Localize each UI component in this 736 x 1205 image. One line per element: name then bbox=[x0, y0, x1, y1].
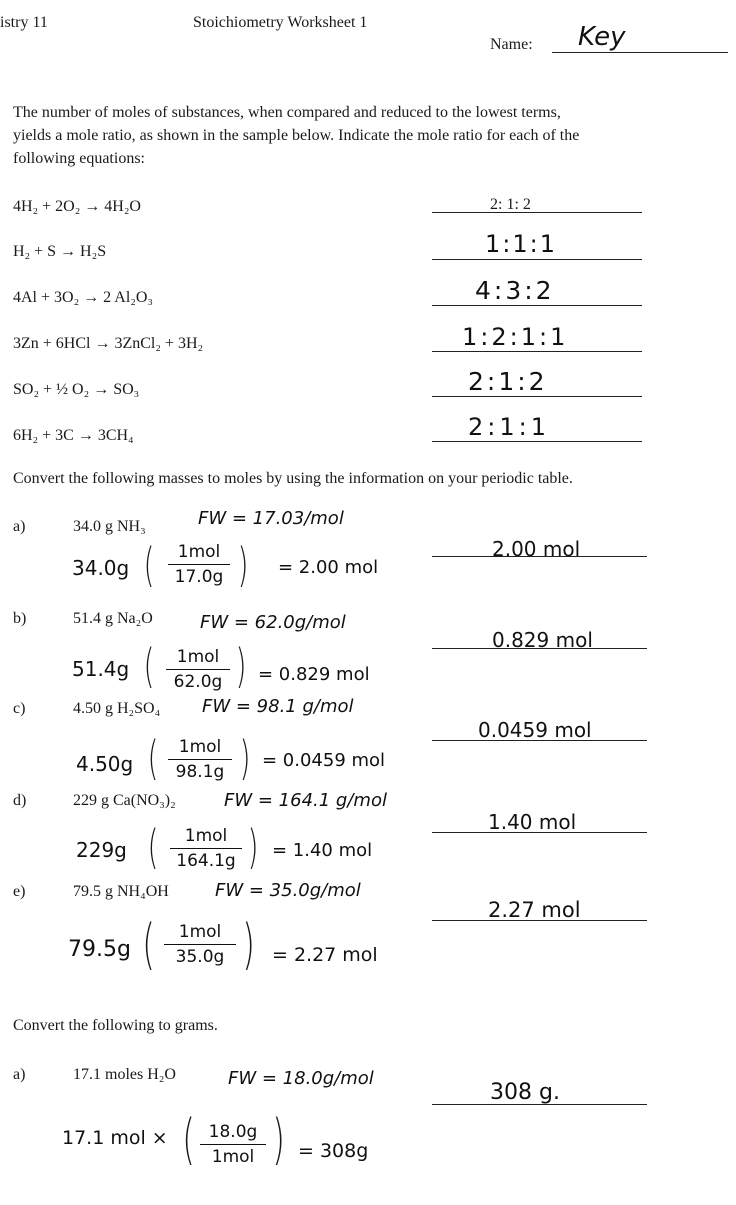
section3-instruction: Convert the following to grams. bbox=[13, 1017, 218, 1034]
formula-weight: FW = 18.0g/mol bbox=[228, 1068, 374, 1089]
fraction-numerator: 1mol bbox=[176, 647, 220, 667]
ratio-answer: 2:1:2 bbox=[468, 367, 548, 396]
equation: 3Zn + 6HCl → 3ZnCl₂ + 3H₂ bbox=[13, 335, 204, 352]
formula-weight: FW = 17.03/mol bbox=[198, 508, 344, 529]
close-paren: ) bbox=[242, 913, 255, 976]
answer-line bbox=[432, 1104, 647, 1105]
conversion-fraction bbox=[170, 826, 242, 871]
answer-line bbox=[432, 920, 647, 921]
ratio-answer: 2: 1: 2 bbox=[490, 196, 531, 213]
answer-line bbox=[432, 832, 647, 833]
given-mass: 51.4 g Na₂O bbox=[73, 610, 153, 627]
final-answer: 0.0459 mol bbox=[478, 718, 592, 742]
fraction-denominator: 164.1g bbox=[176, 851, 236, 871]
work-mass: 79.5g bbox=[68, 937, 131, 962]
final-answer: 2.27 mol bbox=[488, 898, 581, 922]
ratio-answer: 2:1:1 bbox=[468, 413, 550, 441]
item-letter: a) bbox=[13, 1066, 26, 1083]
final-answer: 308 g. bbox=[490, 1080, 560, 1105]
equation: H₂ + S → H₂S bbox=[13, 243, 107, 260]
ratio-answer: 4:3:2 bbox=[475, 276, 555, 305]
open-paren: ( bbox=[147, 731, 159, 785]
final-answer: 2.00 mol bbox=[492, 537, 581, 561]
fraction-bar bbox=[168, 564, 230, 565]
fraction-denominator: 1mol bbox=[211, 1147, 255, 1167]
item-letter: a) bbox=[13, 518, 26, 535]
conversion-fraction bbox=[168, 542, 230, 587]
item-letter: b) bbox=[13, 610, 27, 627]
fraction-bar bbox=[200, 1144, 266, 1145]
ratio-answer: 1:1:1 bbox=[485, 230, 557, 258]
work-mass: 4.50g bbox=[76, 752, 134, 776]
fraction-denominator: 98.1g bbox=[175, 762, 225, 782]
conversion-fraction bbox=[166, 647, 230, 692]
given-mass: 34.0 g NH₃ bbox=[73, 518, 146, 535]
equation: 6H₂ + 3C → 3CH₄ bbox=[13, 427, 134, 444]
given-mass: 229 g Ca(NO₃)₂ bbox=[73, 792, 176, 809]
work-result: = 1.40 mol bbox=[272, 840, 373, 861]
open-paren: ( bbox=[143, 538, 155, 592]
formula-weight: FW = 62.0g/mol bbox=[200, 612, 346, 633]
fraction-numerator: 1mol bbox=[177, 542, 221, 562]
given-mass: 79.5 g NH₄OH bbox=[73, 883, 169, 900]
answer-line bbox=[432, 351, 642, 352]
work-moles: 17.1 mol × bbox=[62, 1127, 168, 1149]
open-paren: ( bbox=[147, 820, 159, 874]
given-mass: 4.50 g H₂SO₄ bbox=[73, 700, 161, 717]
intro-line-2: yields a mole ratio, as shown in the sample below. Indicate the mole ratio for each of the bbox=[13, 127, 580, 144]
answer-line bbox=[432, 305, 642, 306]
fraction-denominator: 17.0g bbox=[174, 567, 224, 587]
name-label: Name: bbox=[490, 36, 533, 53]
answer-line bbox=[432, 648, 647, 649]
intro-line-1: The number of moles of substances, when compared and reduced to the lowest terms, bbox=[13, 104, 561, 121]
work-mass: 51.4g bbox=[72, 657, 130, 681]
conversion-fraction bbox=[168, 737, 232, 782]
open-paren: ( bbox=[182, 1108, 195, 1171]
final-answer: 1.40 mol bbox=[488, 810, 577, 834]
conversion-fraction bbox=[164, 922, 236, 967]
answer-line bbox=[432, 396, 642, 397]
close-paren: ) bbox=[247, 820, 259, 874]
item-letter: e) bbox=[13, 883, 26, 900]
equation: SO₂ + ½ O₂ → SO₃ bbox=[13, 381, 140, 398]
open-paren: ( bbox=[143, 639, 155, 693]
formula-weight: FW = 35.0g/mol bbox=[215, 880, 361, 901]
final-answer: 0.829 mol bbox=[492, 628, 593, 652]
fraction-denominator: 62.0g bbox=[173, 672, 223, 692]
fraction-bar bbox=[168, 759, 232, 760]
intro-line-3: following equations: bbox=[13, 150, 145, 167]
answer-line bbox=[432, 259, 642, 260]
section2-instruction: Convert the following masses to moles by using the information on your periodic table. bbox=[13, 470, 573, 487]
conversion-fraction bbox=[200, 1122, 266, 1167]
open-paren: ( bbox=[142, 913, 155, 976]
work-result: = 2.00 mol bbox=[278, 557, 379, 578]
work-result: = 0.0459 mol bbox=[262, 750, 386, 771]
close-paren: ) bbox=[237, 538, 249, 592]
answer-line bbox=[432, 556, 647, 557]
ratio-answer: 1:2:1:1 bbox=[462, 323, 569, 351]
item-letter: c) bbox=[13, 700, 26, 717]
equation: 4Al + 3O₂ → 2 Al₂O₃ bbox=[13, 289, 153, 306]
formula-weight: FW = 98.1 g/mol bbox=[202, 696, 354, 717]
equation: 4H₂ + 2O₂ → 4H₂O bbox=[13, 198, 141, 215]
course-label: istry 11 bbox=[0, 14, 48, 31]
fraction-denominator: 35.0g bbox=[175, 947, 225, 967]
fraction-numerator: 1mol bbox=[184, 826, 228, 846]
name-value: Key bbox=[578, 22, 626, 52]
answer-line bbox=[432, 740, 647, 741]
fraction-bar bbox=[164, 944, 236, 945]
close-paren: ) bbox=[235, 639, 247, 693]
work-mass: 229g bbox=[76, 838, 127, 862]
close-paren: ) bbox=[272, 1108, 285, 1171]
formula-weight: FW = 164.1 g/mol bbox=[224, 790, 387, 811]
work-result: = 308g bbox=[298, 1140, 369, 1162]
answer-line bbox=[432, 441, 642, 442]
given-moles: 17.1 moles H₂O bbox=[73, 1066, 176, 1083]
answer-line bbox=[432, 212, 642, 213]
fraction-numerator: 18.0g bbox=[208, 1122, 258, 1142]
fraction-bar bbox=[166, 669, 230, 670]
fraction-numerator: 1mol bbox=[178, 922, 222, 942]
name-line bbox=[552, 52, 728, 53]
work-result: = 0.829 mol bbox=[258, 664, 370, 685]
fraction-numerator: 1mol bbox=[178, 737, 222, 757]
work-result: = 2.27 mol bbox=[272, 944, 378, 966]
work-mass: 34.0g bbox=[72, 556, 130, 580]
fraction-bar bbox=[170, 848, 242, 849]
worksheet-title: Stoichiometry Worksheet 1 bbox=[193, 14, 368, 31]
close-paren: ) bbox=[239, 731, 251, 785]
item-letter: d) bbox=[13, 792, 27, 809]
